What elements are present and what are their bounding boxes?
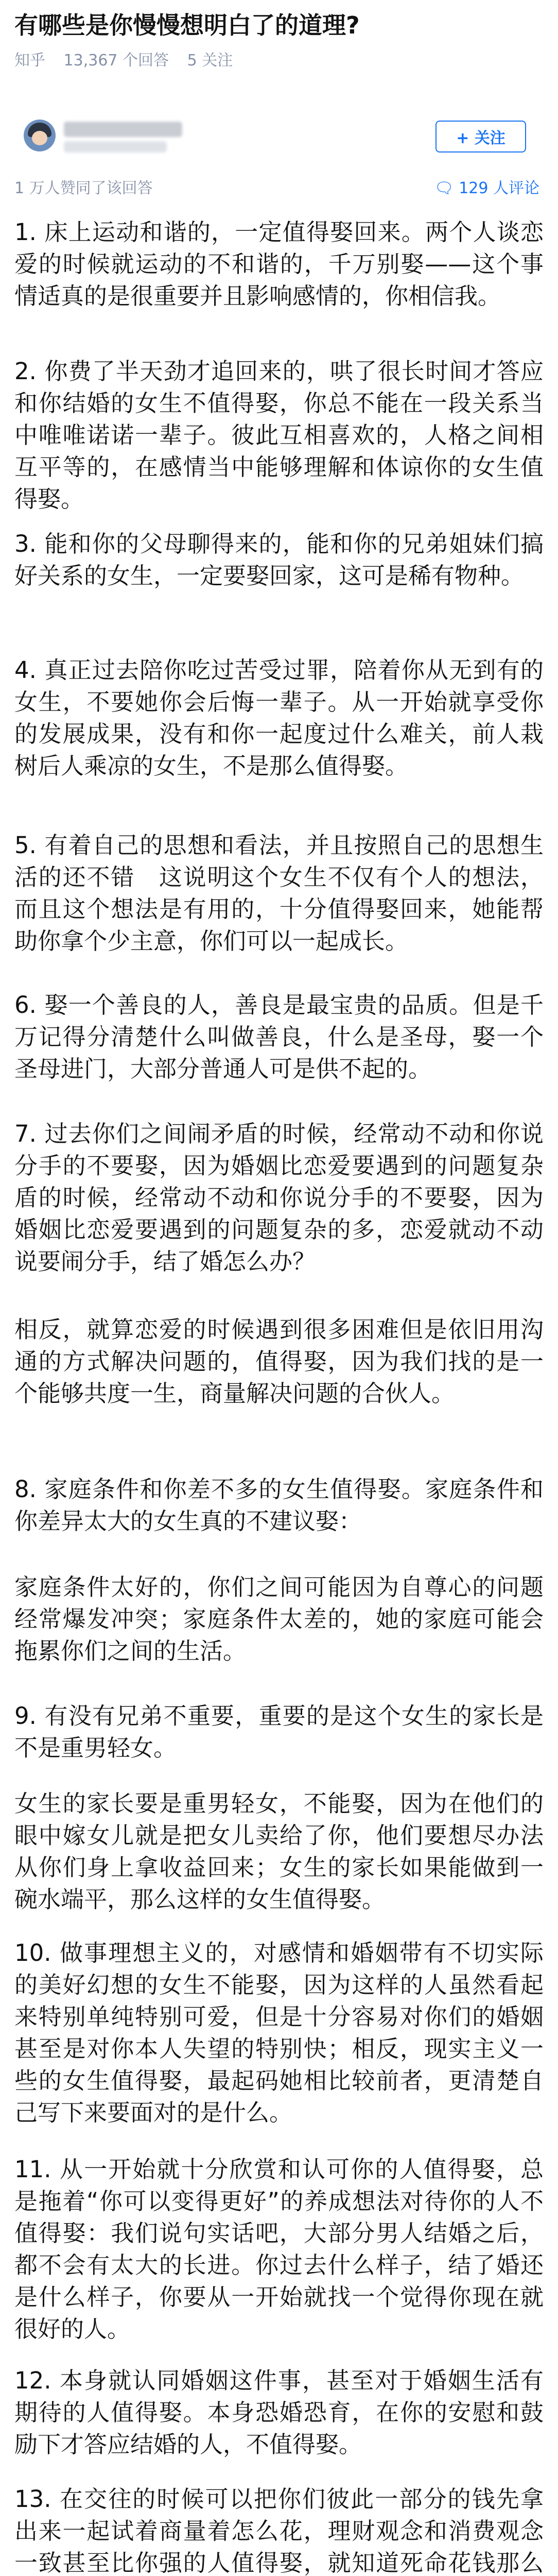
question-title[interactable]: 有哪些是你慢慢想明白了的道理? (14, 11, 360, 39)
follow-count: 5 关注 (187, 52, 233, 70)
paragraph: 5. 有着自己的思想和看法，并且按照自己的思想生活的还不错 这说明这个女生不仅有个人的想法，而且这个想法是有用的，十分值得娶回来，她能帮助你拿个少主意，你们可以一起成长。 (14, 832, 544, 955)
follow-button[interactable]: + 关注 (435, 121, 526, 152)
paragraph: 6. 娶一个善良的人，善良是最宝贵的品质。但是千万记得分清楚什么叫做善良，什么是圣母，娶一个圣母进门，大部分普通人可是供不起的。 (14, 991, 544, 1082)
paragraph: 1. 床上运动和谐的，一定值得娶回来。两个人谈恋爱的时候就运动的不和谐的，千万别娶——这个事情适真的是很重要并且影响感情的，你相信我。 (14, 218, 544, 310)
paragraph: 2. 你费了半天劲才追回来的，哄了很长时间才答应和你结婚的女生不值得娶，你总不能在一段关系当中唯唯诺诺一辈子。彼此互相喜欢的，人格之间相互平等的，在感情当中能够理解和体谅你的女生值得娶。 (14, 358, 544, 513)
paragraph: 12. 本身就认同婚姻这件事，甚至对于婚姻生活有期待的人值得娶。本身恐婚恐育，在你的安慰和鼓励下才答应结婚的人，不值得娶。 (14, 2367, 544, 2458)
paragraph: 女生的家长要是重男轻女，不能娶，因为在他们的眼中嫁女儿就是把女儿卖给了你，他们要想尽办法从你们身上拿收益回来；女生的家长如果能做到一碗水端平，那么这样的女生值得娶。 (14, 1790, 544, 1913)
author-row (14, 72, 544, 170)
comment-link[interactable] (434, 175, 539, 198)
question-meta (14, 47, 246, 70)
answer-stats (14, 175, 544, 201)
upvote-summary: 1 万人赞同了该回答 (14, 179, 153, 197)
avatar-face (32, 131, 47, 145)
paragraph: 13. 在交往的时候可以把你们彼此一部分的钱先拿出来一起试着商量着怎么花，理财观念和消费观念一致甚至比你强的人值得娶，就知道死命花钱那么 (14, 2485, 544, 2576)
source-label[interactable]: 知乎 (14, 52, 45, 70)
avatar[interactable] (24, 120, 56, 151)
author-bio-blurred (64, 141, 167, 152)
paragraph: 9. 有没有兄弟不重要，重要的是这个女生的家长是不是重男轻女。 (14, 1702, 544, 1761)
paragraph: 4. 真正过去陪你吃过苦受过罪，陪着你从无到有的女生，不要她你会后悔一辈子。从一开始就享受你的发展成果，没有和你一起度过什么难关，前人栽树后人乘凉的女生，不是那么值得娶。 (14, 656, 544, 779)
paragraph: 11. 从一开始就十分欣赏和认可你的人值得娶，总是拖着“你可以变得更好”的养成想法对待你的人不值得娶：我们说句实话吧，大部分男人结婚之后，都不会有太大的长进。你过去什么样子，结了婚还是什么样子，你要从一开始就找一个觉得你现在就很好的人。 (14, 2156, 544, 2343)
comment-icon: 🗨 (434, 179, 454, 197)
author-name-blurred[interactable] (64, 122, 182, 137)
paragraph: 10. 做事理想主义的，对感情和婚姻带有不切实际的美好幻想的女生不能娶，因为这样的人虽然看起来特别单纯特别可爱，但是十分容易对你们的婚姻甚至是对你本人失望的特别快；相反，现实主义一些的女生值得娶，最起码她相比较前者，更清楚自己写下来要面对的是什么。 (14, 1939, 544, 2126)
paragraph: 7. 过去你们之间闹矛盾的时候，经常动不动和你说分手的不要娶，因为婚姻比恋爱要遇到的问题复杂盾的时候，经常动不动和你说分手的不要娶，因为婚姻比恋爱要遇到的问题复杂的多，恋爱就动不动说要闹分手，结了婚怎么办？ (14, 1120, 544, 1275)
paragraph: 家庭条件太好的，你们之间可能因为自尊心的问题经常爆发冲突；家庭条件太差的，她的家庭可能会拖累你们之间的生活。 (14, 1573, 544, 1665)
comment-count: 129 人评论 (459, 179, 539, 197)
paragraph: 相反，就算恋爱的时候遇到很多困难但是依旧用沟通的方式解决问题的，值得娶，因为我们找的是一个能够共度一生，商量解决问题的合伙人。 (14, 1316, 544, 1407)
paragraph: 3. 能和你的父母聊得来的，能和你的兄弟姐妹们搞好关系的女生，一定要娶回家，这可是稀有物种。 (14, 530, 544, 589)
answer-count: 13,367 个回答 (63, 52, 169, 70)
paragraph: 8. 家庭条件和你差不多的女生值得娶。家庭条件和你差异太大的女生真的不建议娶： (14, 1476, 544, 1535)
